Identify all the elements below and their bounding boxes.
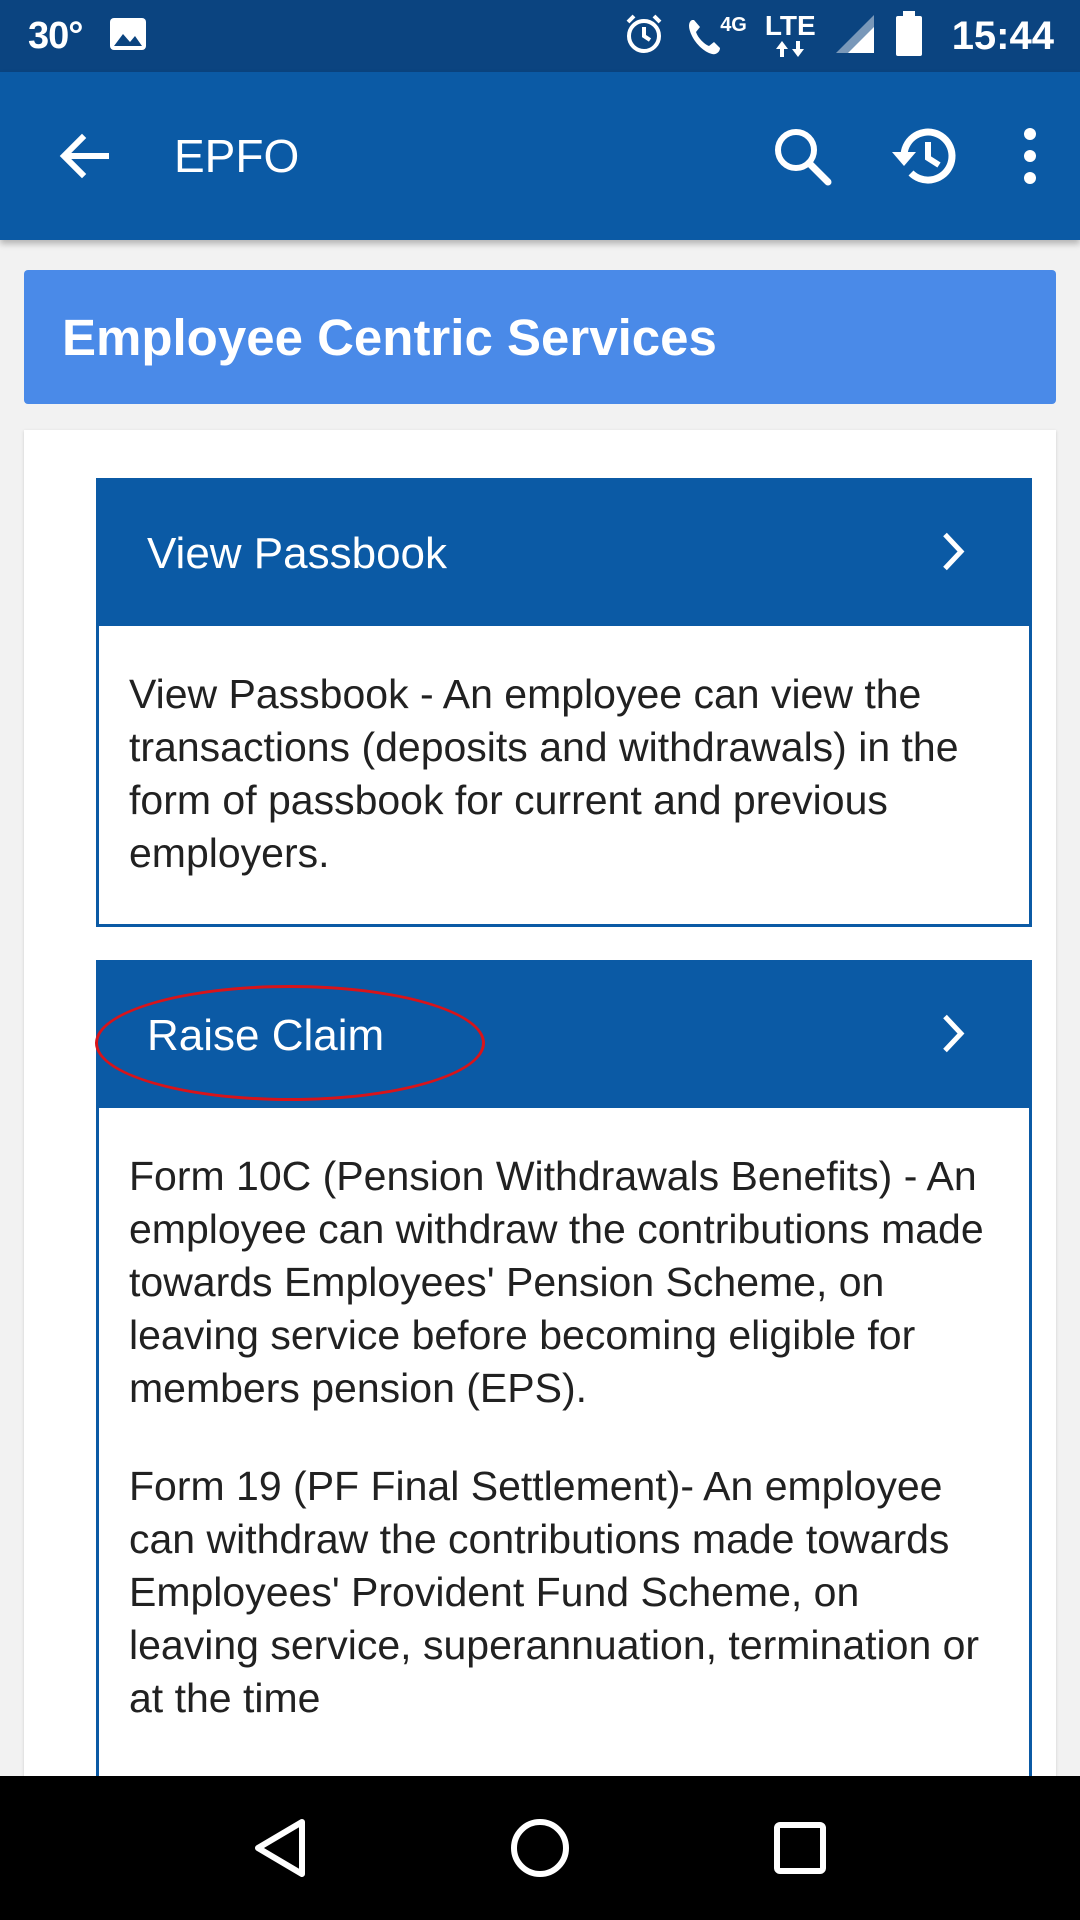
back-arrow-icon[interactable] [44, 116, 124, 196]
chevron-right-icon [939, 1012, 969, 1059]
description-paragraph: Form 19 (PF Final Settlement)- An employee can withdraw the contributions made towards Employees' Provident Fund Scheme, on leaving service, superannuation, termination or at the time [129, 1463, 980, 1721]
section-title: Employee Centric Services [62, 308, 717, 366]
back-triangle-icon[interactable] [230, 1798, 330, 1898]
network-type-label: 4G [720, 14, 747, 36]
wifi-call-icon [684, 14, 747, 58]
status-bar [0, 0, 1080, 72]
app-title: EPFO [174, 130, 300, 182]
navigation-bar [0, 1776, 1080, 1920]
app-bar [0, 72, 1080, 240]
more-options-icon[interactable] [1010, 116, 1050, 196]
raise-claim-button[interactable] [99, 963, 1029, 1108]
section-header [24, 270, 1056, 404]
alarm-icon [622, 12, 666, 61]
services-card [24, 430, 1056, 1790]
recents-square-icon[interactable] [750, 1798, 850, 1898]
service-view-passbook [96, 478, 1032, 927]
lte-label: LTE [764, 10, 816, 41]
gallery-notification-icon [108, 16, 148, 57]
service-description [99, 1108, 1029, 1769]
description-paragraph: View Passbook - An employee can view the transactions (deposits and withdrawals) in the form of passbook for current and previous employers. [129, 671, 959, 876]
home-circle-icon[interactable] [490, 1798, 590, 1898]
service-description [99, 626, 1029, 924]
service-label: View Passbook [147, 528, 448, 578]
lte-indicator [764, 10, 816, 59]
chevron-right-icon [939, 530, 969, 577]
description-paragraph: Form 10C (Pension Withdrawals Benefits) - An employee can withdraw the contributions made towards Employees' Pension Scheme, on leaving service before becoming eligible for members pension (EPS). [129, 1153, 984, 1411]
service-raise-claim [96, 960, 1032, 1820]
view-passbook-button[interactable] [99, 481, 1029, 626]
history-icon[interactable] [886, 116, 966, 196]
signal-icon [834, 13, 876, 60]
service-label: Raise Claim [147, 1010, 385, 1060]
battery-icon [894, 11, 924, 62]
status-time: 15:44 [951, 13, 1054, 58]
search-icon[interactable] [762, 116, 842, 196]
status-temperature: 30° [28, 14, 83, 57]
